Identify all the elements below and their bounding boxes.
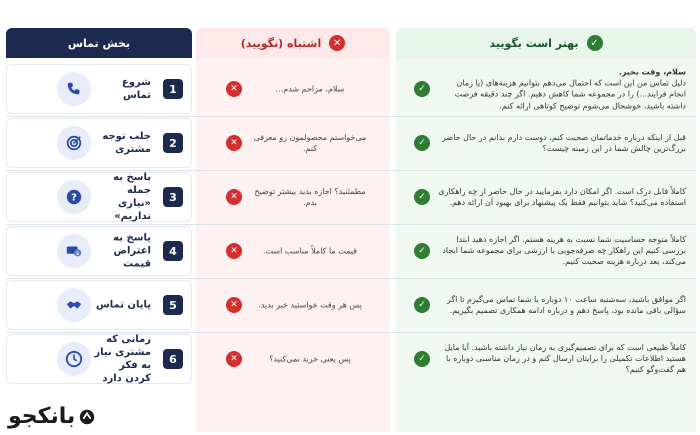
bad-cell bbox=[196, 280, 390, 330]
step-number: 3 bbox=[163, 187, 183, 207]
section-label: پاسخ به اعتراض قیمت bbox=[113, 232, 151, 270]
header-section bbox=[6, 28, 192, 58]
bad-cell bbox=[196, 64, 390, 114]
section-cell bbox=[6, 334, 192, 384]
good-text bbox=[438, 132, 686, 154]
bad-cell bbox=[196, 334, 390, 384]
section-cell bbox=[6, 118, 192, 168]
bad-text: مطمئنید؟ اجازه بدید بیشتر توضیح بدم. bbox=[254, 186, 366, 207]
bad-text: سلام، مزاحم شدم... bbox=[275, 84, 345, 94]
good-title: سلام، وقت بخیر. bbox=[618, 67, 686, 77]
clock-icon bbox=[57, 342, 91, 376]
bad-text: پس هر وقت خواستید خبر بدید. bbox=[258, 300, 362, 310]
table-row bbox=[6, 280, 696, 330]
section-label: پاسخ به جمله «نیازی نداریم» bbox=[113, 172, 151, 222]
phone-icon bbox=[57, 72, 91, 106]
good-body: قبل از اینکه درباره خدماتمان صحبت کنم، دوست دارم بدانم در حال حاضر بزرگ‌ترین چالش شما در این زمینه چیست؟ bbox=[442, 132, 686, 153]
good-cell bbox=[396, 334, 696, 384]
step-number: 6 bbox=[163, 349, 183, 369]
good-text bbox=[438, 294, 686, 316]
row-divider bbox=[6, 278, 696, 279]
table-row bbox=[6, 226, 696, 276]
brand-logo bbox=[8, 404, 96, 429]
section-label: زمانی که مشتری نیاز به فکر کردن دارد bbox=[94, 334, 151, 384]
bad-cell bbox=[196, 118, 390, 168]
check-icon: ✓ bbox=[414, 189, 430, 205]
good-cell bbox=[396, 64, 696, 114]
row-divider bbox=[6, 116, 696, 117]
check-icon: ✓ bbox=[414, 351, 430, 367]
bad-text: قیمت ما کاملاً مناسب است. bbox=[263, 246, 357, 256]
table-row bbox=[6, 64, 696, 114]
check-icon: ✓ bbox=[587, 35, 603, 51]
check-icon: ✓ bbox=[414, 297, 430, 313]
good-text bbox=[438, 234, 686, 268]
cross-icon: ✕ bbox=[329, 35, 345, 51]
cross-icon: ✕ bbox=[226, 189, 242, 205]
good-body: کاملاً طبیعی است که برای تصمیم‌گیری به زمان نیاز داشته باشید. آیا مایل هستید اطلاعات تکمیلی را برایتان ارسال کنم و در زمان مناسبی دوباره با هم گفت‌وگو کنیم؟ bbox=[444, 343, 686, 375]
check-icon: ✓ bbox=[414, 81, 430, 97]
question-icon bbox=[57, 180, 91, 214]
header-bad bbox=[196, 28, 390, 58]
good-text bbox=[438, 67, 686, 112]
money-icon bbox=[57, 234, 91, 268]
cross-icon: ✕ bbox=[226, 297, 242, 313]
target-icon bbox=[57, 126, 91, 160]
step-number: 5 bbox=[163, 295, 183, 315]
good-body: کاملاً قابل درک است. اگر امکان دارد بفرمایید در حال حاضر از چه راهکاری استفاده می‌کنید؟ شاید بتوانیم فقط یک پیشنهاد برای بهبود آن ارائه دهم. bbox=[438, 186, 686, 207]
cross-icon: ✕ bbox=[226, 243, 242, 259]
good-cell bbox=[396, 226, 696, 276]
handshake-icon bbox=[57, 288, 91, 322]
section-cell bbox=[6, 172, 192, 222]
header-good-label: بهتر است بگویید bbox=[489, 36, 579, 50]
step-number: 1 bbox=[163, 79, 183, 99]
section-cell bbox=[6, 64, 192, 114]
good-body: کاملاً متوجه حساسیت شما نسبت به هزینه هستم. اگر اجازه دهید ابتدا بررسی کنیم این راهکار چه صرفه‌جویی یا ارزشی برای مجموعه شما ایجاد می‌کند، بعد درباره هزینه صحبت کنیم. bbox=[442, 235, 686, 267]
good-cell bbox=[396, 172, 696, 222]
good-cell bbox=[396, 280, 696, 330]
table-row bbox=[6, 334, 696, 384]
bad-cell bbox=[196, 172, 390, 222]
section-cell bbox=[6, 226, 192, 276]
bad-text: می‌خواستم محصولمون رو معرفی کنم. bbox=[253, 132, 367, 153]
logo-mark-icon bbox=[78, 408, 96, 426]
good-text bbox=[438, 342, 686, 376]
table-row bbox=[6, 118, 696, 168]
section-label: جلب توجه مشتری bbox=[102, 131, 151, 155]
good-body: دلیل تماس من این است که احتمال می‌دهم بتوانیم هزینه‌های (یا زمان انجام فرایند...) را در مجموعه شما کاهش دهیم. اگر چند دقیقه فرصت داشته باشید، خوشحال می‌شوم توضیح کوتاهی ارائه کنم. bbox=[454, 78, 686, 111]
header-bad-label: اشتباه (نگویید) bbox=[240, 36, 322, 50]
cross-icon: ✕ bbox=[226, 351, 242, 367]
check-icon: ✓ bbox=[414, 243, 430, 259]
svg-text:$: $ bbox=[75, 251, 80, 258]
bad-text: پس یعنی خرید نمی‌کنید؟ bbox=[269, 354, 351, 364]
header-section-label: بخش تماس bbox=[67, 36, 131, 50]
svg-text:?: ? bbox=[71, 192, 77, 204]
section-label: پایان تماس bbox=[95, 299, 151, 311]
row-divider bbox=[6, 224, 696, 225]
header-good bbox=[396, 28, 696, 58]
logo-text: بانکجو bbox=[8, 404, 76, 429]
step-number: 2 bbox=[163, 133, 183, 153]
bad-cell bbox=[196, 226, 390, 276]
section-cell bbox=[6, 280, 192, 330]
step-number: 4 bbox=[163, 241, 183, 261]
good-text bbox=[438, 186, 686, 208]
check-icon: ✓ bbox=[414, 135, 430, 151]
good-body: اگر موافق باشید، سه‌شنبه ساعت ۱۰ دوباره با شما تماس می‌گیرم تا اگر سؤالی باقی مانده بود، پاسخ دهم و درباره ادامه همکاری تصمیم بگیریم. bbox=[446, 294, 686, 315]
table-row bbox=[6, 172, 696, 222]
good-cell bbox=[396, 118, 696, 168]
section-label: شروع تماس bbox=[121, 77, 151, 101]
cross-icon: ✕ bbox=[226, 135, 242, 151]
cross-icon: ✕ bbox=[226, 81, 242, 97]
